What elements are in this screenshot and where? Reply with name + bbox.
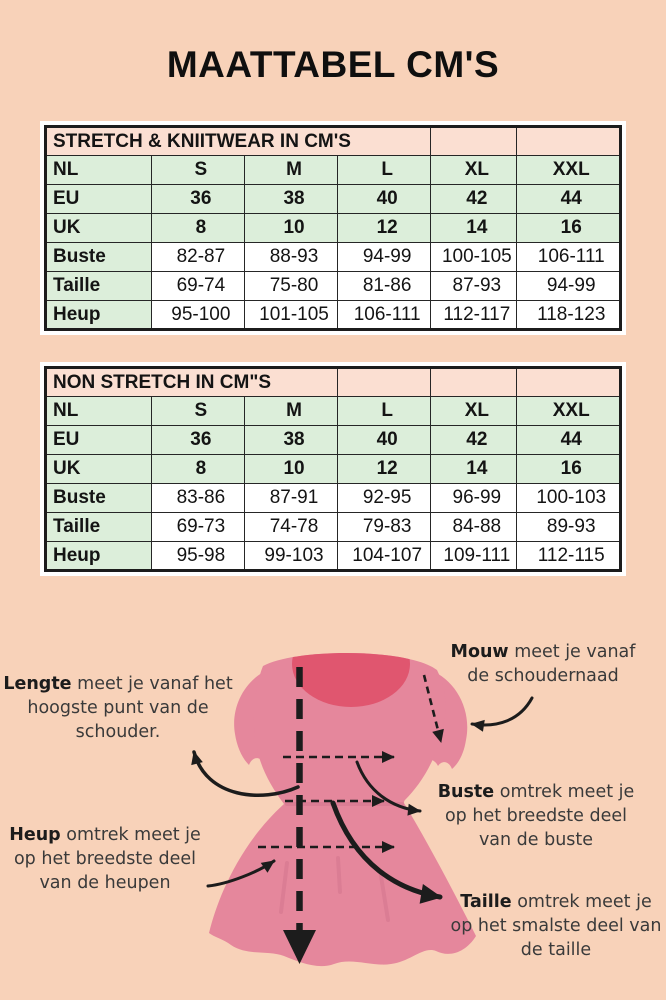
table-cell: 87-93 <box>431 272 517 301</box>
table-cell: 81-86 <box>338 272 431 301</box>
annotation-lengte <box>2 672 234 744</box>
table-row <box>46 513 621 542</box>
annotation-mouw-text: meet je vanaf de schoudernaad <box>467 642 636 687</box>
table-cell: 44 <box>517 185 621 214</box>
table-title-empty-cell <box>431 368 517 397</box>
table-row <box>46 397 621 426</box>
table-row <box>46 455 621 484</box>
table-title-empty-cell <box>517 127 621 156</box>
table-cell: 8 <box>151 455 244 484</box>
row-label: NL <box>46 156 152 185</box>
table-cell: 84-88 <box>431 513 517 542</box>
row-label: EU <box>46 185 152 214</box>
table-row <box>46 484 621 513</box>
table-cell: 100-105 <box>431 243 517 272</box>
row-label: Heup <box>46 542 152 571</box>
table-cell: XXL <box>517 397 621 426</box>
table-cell: M <box>244 156 337 185</box>
annotation-taille <box>450 890 662 962</box>
table-cell: 106-111 <box>338 301 431 330</box>
table-cell: 40 <box>338 185 431 214</box>
table-title-cell: STRETCH & KNIITWEAR IN CM'S <box>46 127 431 156</box>
table-cell: 100-103 <box>517 484 621 513</box>
table-cell: 10 <box>244 214 337 243</box>
table-title-empty-cell <box>517 368 621 397</box>
table-cell: 96-99 <box>431 484 517 513</box>
table-cell: XL <box>431 156 517 185</box>
table-cell: 75-80 <box>244 272 337 301</box>
table-cell: 38 <box>244 426 337 455</box>
annotation-lengte-keyword: Lengte <box>3 674 72 694</box>
table-cell: 87-91 <box>244 484 337 513</box>
annotation-buste <box>428 780 644 852</box>
table-row <box>46 542 621 571</box>
annotation-heup <box>2 823 208 895</box>
table-cell: M <box>244 397 337 426</box>
table-cell: 83-86 <box>151 484 244 513</box>
annotation-lengte-text: meet je vanaf het hoogste punt van de schouder. <box>27 674 233 743</box>
non-stretch-size-table-frame <box>40 362 626 576</box>
table-cell: 74-78 <box>244 513 337 542</box>
row-label: EU <box>46 426 152 455</box>
table-cell: 101-105 <box>244 301 337 330</box>
table-row <box>46 214 621 243</box>
table-cell: 89-93 <box>517 513 621 542</box>
annotation-buste-text: omtrek meet je op het breedste deel van de buste <box>444 782 635 851</box>
stretch-size-table-frame <box>40 121 626 335</box>
table-title-empty-cell <box>338 368 431 397</box>
table-cell: XL <box>431 397 517 426</box>
table-cell: 14 <box>431 214 517 243</box>
table-cell: XXL <box>517 156 621 185</box>
table-cell: 69-74 <box>151 272 244 301</box>
table-cell: 44 <box>517 426 621 455</box>
annotation-buste-keyword: Buste <box>437 782 495 802</box>
table-row <box>46 156 621 185</box>
table-cell: 12 <box>338 455 431 484</box>
table-row <box>46 301 621 330</box>
annotation-mouw-keyword: Mouw <box>450 642 509 662</box>
row-label: Buste <box>46 484 152 513</box>
table-cell: 106-111 <box>517 243 621 272</box>
table-cell: 82-87 <box>151 243 244 272</box>
table-cell: 14 <box>431 455 517 484</box>
row-label: NL <box>46 397 152 426</box>
table-cell: S <box>151 397 244 426</box>
stretch-size-table <box>44 125 622 331</box>
table-row <box>46 272 621 301</box>
table-cell: 36 <box>151 426 244 455</box>
table-cell: 42 <box>431 426 517 455</box>
table-cell: 40 <box>338 426 431 455</box>
table-cell: 104-107 <box>338 542 431 571</box>
table-cell: 99-103 <box>244 542 337 571</box>
table-header-row <box>46 368 621 397</box>
mouw-arrow <box>472 698 532 725</box>
table-cell: 112-117 <box>431 301 517 330</box>
annotation-mouw <box>440 640 646 688</box>
table-cell: 94-99 <box>517 272 621 301</box>
table-row <box>46 185 621 214</box>
table-cell: L <box>338 156 431 185</box>
table-cell: 10 <box>244 455 337 484</box>
annotation-heup-keyword: Heup <box>9 825 61 845</box>
table-row <box>46 426 621 455</box>
table-cell: 8 <box>151 214 244 243</box>
row-label: Buste <box>46 243 152 272</box>
annotation-taille-keyword: Taille <box>460 892 512 912</box>
annotation-heup-text: omtrek meet je op het breedste deel van de heupen <box>13 825 201 894</box>
table-header-row <box>46 127 621 156</box>
table-cell: 95-100 <box>151 301 244 330</box>
table-cell: S <box>151 156 244 185</box>
row-label: Heup <box>46 301 152 330</box>
table-cell: L <box>338 397 431 426</box>
table-cell: 112-115 <box>517 542 621 571</box>
page-title: MAATTABEL CM'S <box>166 44 500 85</box>
table-title-cell: NON STRETCH IN CM"S <box>46 368 338 397</box>
row-label: UK <box>46 214 152 243</box>
table-cell: 79-83 <box>338 513 431 542</box>
table-cell: 12 <box>338 214 431 243</box>
row-label: UK <box>46 455 152 484</box>
row-label: Taille <box>46 513 152 542</box>
table-row <box>46 243 621 272</box>
row-label: Taille <box>46 272 152 301</box>
table-cell: 16 <box>517 455 621 484</box>
table-cell: 38 <box>244 185 337 214</box>
table-cell: 88-93 <box>244 243 337 272</box>
table-title-empty-cell <box>431 127 517 156</box>
table-cell: 95-98 <box>151 542 244 571</box>
dress-neckline <box>292 621 410 707</box>
annotation-taille-text: omtrek meet je op het smalste deel van de taille <box>450 892 662 961</box>
table-cell: 118-123 <box>517 301 621 330</box>
table-cell: 16 <box>517 214 621 243</box>
table-cell: 42 <box>431 185 517 214</box>
table-cell: 92-95 <box>338 484 431 513</box>
table-cell: 69-73 <box>151 513 244 542</box>
table-cell: 94-99 <box>338 243 431 272</box>
table-cell: 109-111 <box>431 542 517 571</box>
non-stretch-size-table <box>44 366 622 572</box>
table-cell: 36 <box>151 185 244 214</box>
